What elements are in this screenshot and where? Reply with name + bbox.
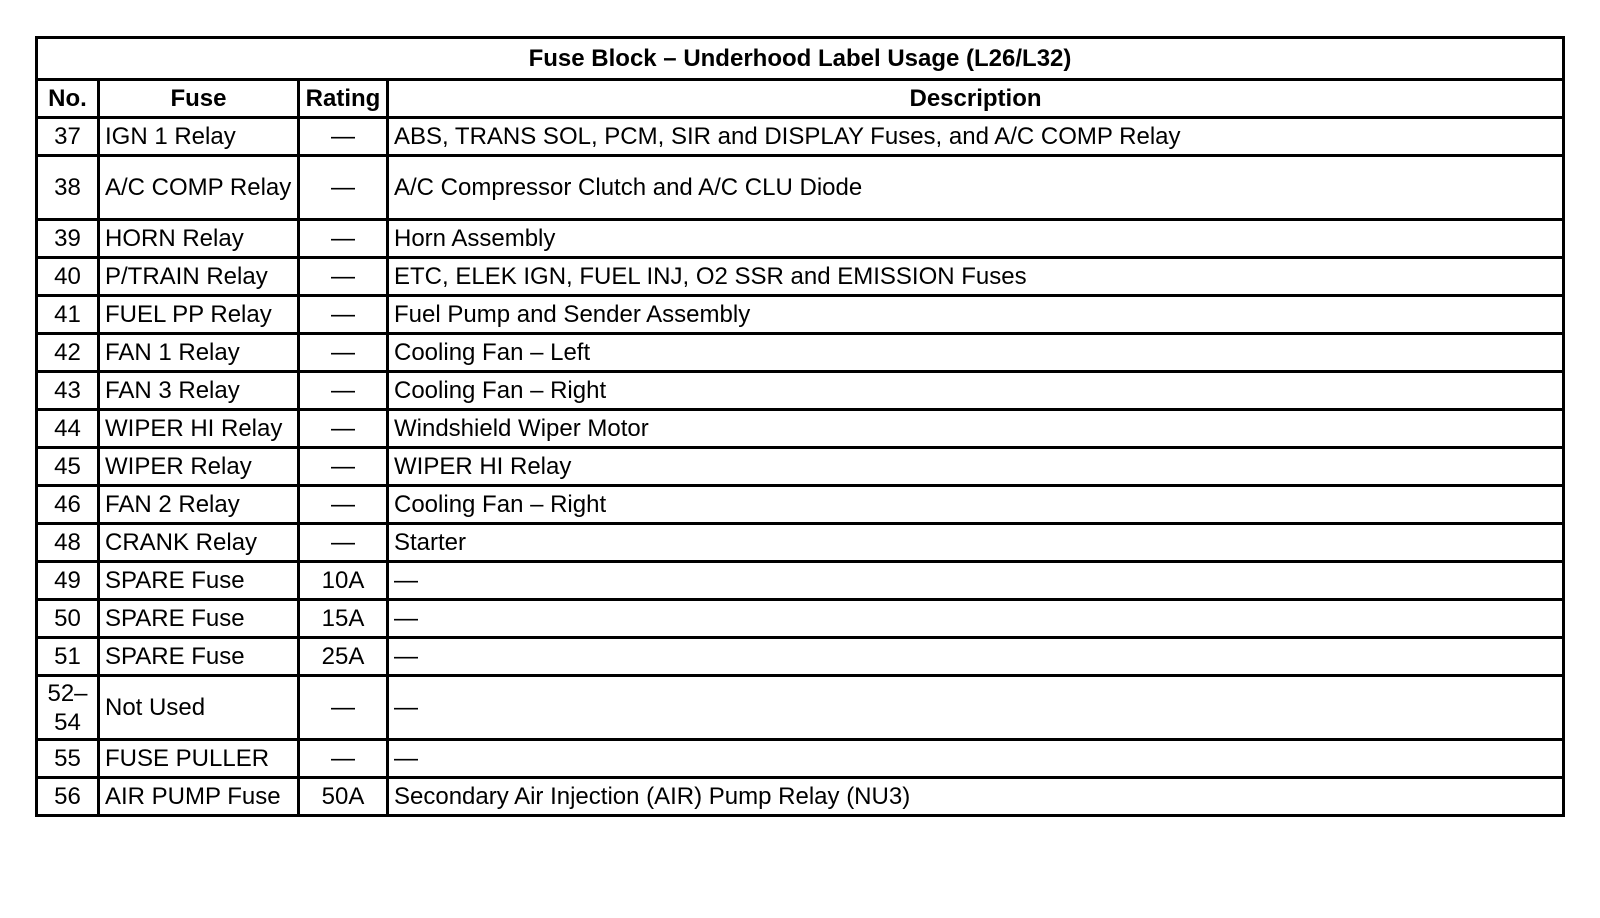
cell-description: Starter — [388, 524, 1564, 562]
cell-fuse: Not Used — [99, 676, 299, 740]
cell-fuse: SPARE Fuse — [99, 638, 299, 676]
table-title: Fuse Block – Underhood Label Usage (L26/L32) — [37, 38, 1564, 80]
cell-rating: — — [299, 118, 388, 156]
cell-no: 45 — [37, 448, 99, 486]
table-row — [37, 156, 1564, 220]
table-row — [37, 600, 1564, 638]
column-header-rating: Rating — [299, 80, 388, 118]
cell-fuse: HORN Relay — [99, 220, 299, 258]
cell-rating: — — [299, 296, 388, 334]
cell-rating: — — [299, 156, 388, 220]
cell-fuse: FUSE PULLER — [99, 740, 299, 778]
cell-fuse: SPARE Fuse — [99, 600, 299, 638]
cell-no: 42 — [37, 334, 99, 372]
cell-description: Cooling Fan – Left — [388, 334, 1564, 372]
column-header-no: No. — [37, 80, 99, 118]
cell-fuse: FAN 1 Relay — [99, 334, 299, 372]
table-row — [37, 118, 1564, 156]
cell-fuse: IGN 1 Relay — [99, 118, 299, 156]
table-row — [37, 638, 1564, 676]
cell-fuse: CRANK Relay — [99, 524, 299, 562]
table-row — [37, 562, 1564, 600]
table-row — [37, 448, 1564, 486]
table-body — [37, 118, 1564, 816]
cell-description: — — [388, 600, 1564, 638]
cell-description: — — [388, 676, 1564, 740]
cell-rating: — — [299, 410, 388, 448]
cell-rating: 10A — [299, 562, 388, 600]
cell-no: 43 — [37, 372, 99, 410]
cell-fuse: WIPER HI Relay — [99, 410, 299, 448]
table-row — [37, 778, 1564, 816]
cell-rating: — — [299, 740, 388, 778]
cell-fuse: FAN 3 Relay — [99, 372, 299, 410]
cell-fuse: FAN 2 Relay — [99, 486, 299, 524]
cell-fuse: A/C COMP Relay — [99, 156, 299, 220]
table-title-row — [37, 38, 1564, 80]
cell-rating: — — [299, 676, 388, 740]
cell-rating: — — [299, 220, 388, 258]
cell-description: Cooling Fan – Right — [388, 372, 1564, 410]
cell-no: 41 — [37, 296, 99, 334]
cell-no: 48 — [37, 524, 99, 562]
cell-rating: — — [299, 448, 388, 486]
cell-no: 56 — [37, 778, 99, 816]
cell-description: WIPER HI Relay — [388, 448, 1564, 486]
table-row — [37, 296, 1564, 334]
cell-no: 52–54 — [37, 676, 99, 740]
table-row — [37, 410, 1564, 448]
cell-description: Windshield Wiper Motor — [388, 410, 1564, 448]
cell-no: 49 — [37, 562, 99, 600]
cell-no: 46 — [37, 486, 99, 524]
cell-no: 39 — [37, 220, 99, 258]
table-header-row — [37, 80, 1564, 118]
cell-no: 55 — [37, 740, 99, 778]
cell-fuse: FUEL PP Relay — [99, 296, 299, 334]
cell-no: 38 — [37, 156, 99, 220]
cell-no: 37 — [37, 118, 99, 156]
cell-description: Cooling Fan – Right — [388, 486, 1564, 524]
cell-description: Horn Assembly — [388, 220, 1564, 258]
cell-description: Secondary Air Injection (AIR) Pump Relay (NU3) — [388, 778, 1564, 816]
cell-description: — — [388, 638, 1564, 676]
column-header-description: Description — [388, 80, 1564, 118]
cell-description: — — [388, 740, 1564, 778]
cell-rating: — — [299, 524, 388, 562]
cell-no: 44 — [37, 410, 99, 448]
cell-fuse: SPARE Fuse — [99, 562, 299, 600]
cell-no: 50 — [37, 600, 99, 638]
cell-description: — — [388, 562, 1564, 600]
cell-rating: 25A — [299, 638, 388, 676]
cell-fuse: AIR PUMP Fuse — [99, 778, 299, 816]
cell-fuse: P/TRAIN Relay — [99, 258, 299, 296]
table-row — [37, 220, 1564, 258]
fuse-block-table — [35, 36, 1565, 817]
cell-rating: — — [299, 258, 388, 296]
table-row — [37, 524, 1564, 562]
cell-rating: — — [299, 372, 388, 410]
table-row — [37, 676, 1564, 740]
cell-no: 40 — [37, 258, 99, 296]
table-row — [37, 486, 1564, 524]
table-row — [37, 740, 1564, 778]
cell-description: ETC, ELEK IGN, FUEL INJ, O2 SSR and EMISSION Fuses — [388, 258, 1564, 296]
cell-rating: 15A — [299, 600, 388, 638]
table-row — [37, 334, 1564, 372]
cell-description: ABS, TRANS SOL, PCM, SIR and DISPLAY Fuses, and A/C COMP Relay — [388, 118, 1564, 156]
column-header-fuse: Fuse — [99, 80, 299, 118]
cell-fuse: WIPER Relay — [99, 448, 299, 486]
table-row — [37, 258, 1564, 296]
table-row — [37, 372, 1564, 410]
cell-rating: 50A — [299, 778, 388, 816]
cell-rating: — — [299, 486, 388, 524]
cell-description: A/C Compressor Clutch and A/C CLU Diode — [388, 156, 1564, 220]
cell-rating: — — [299, 334, 388, 372]
cell-description: Fuel Pump and Sender Assembly — [388, 296, 1564, 334]
cell-no: 51 — [37, 638, 99, 676]
